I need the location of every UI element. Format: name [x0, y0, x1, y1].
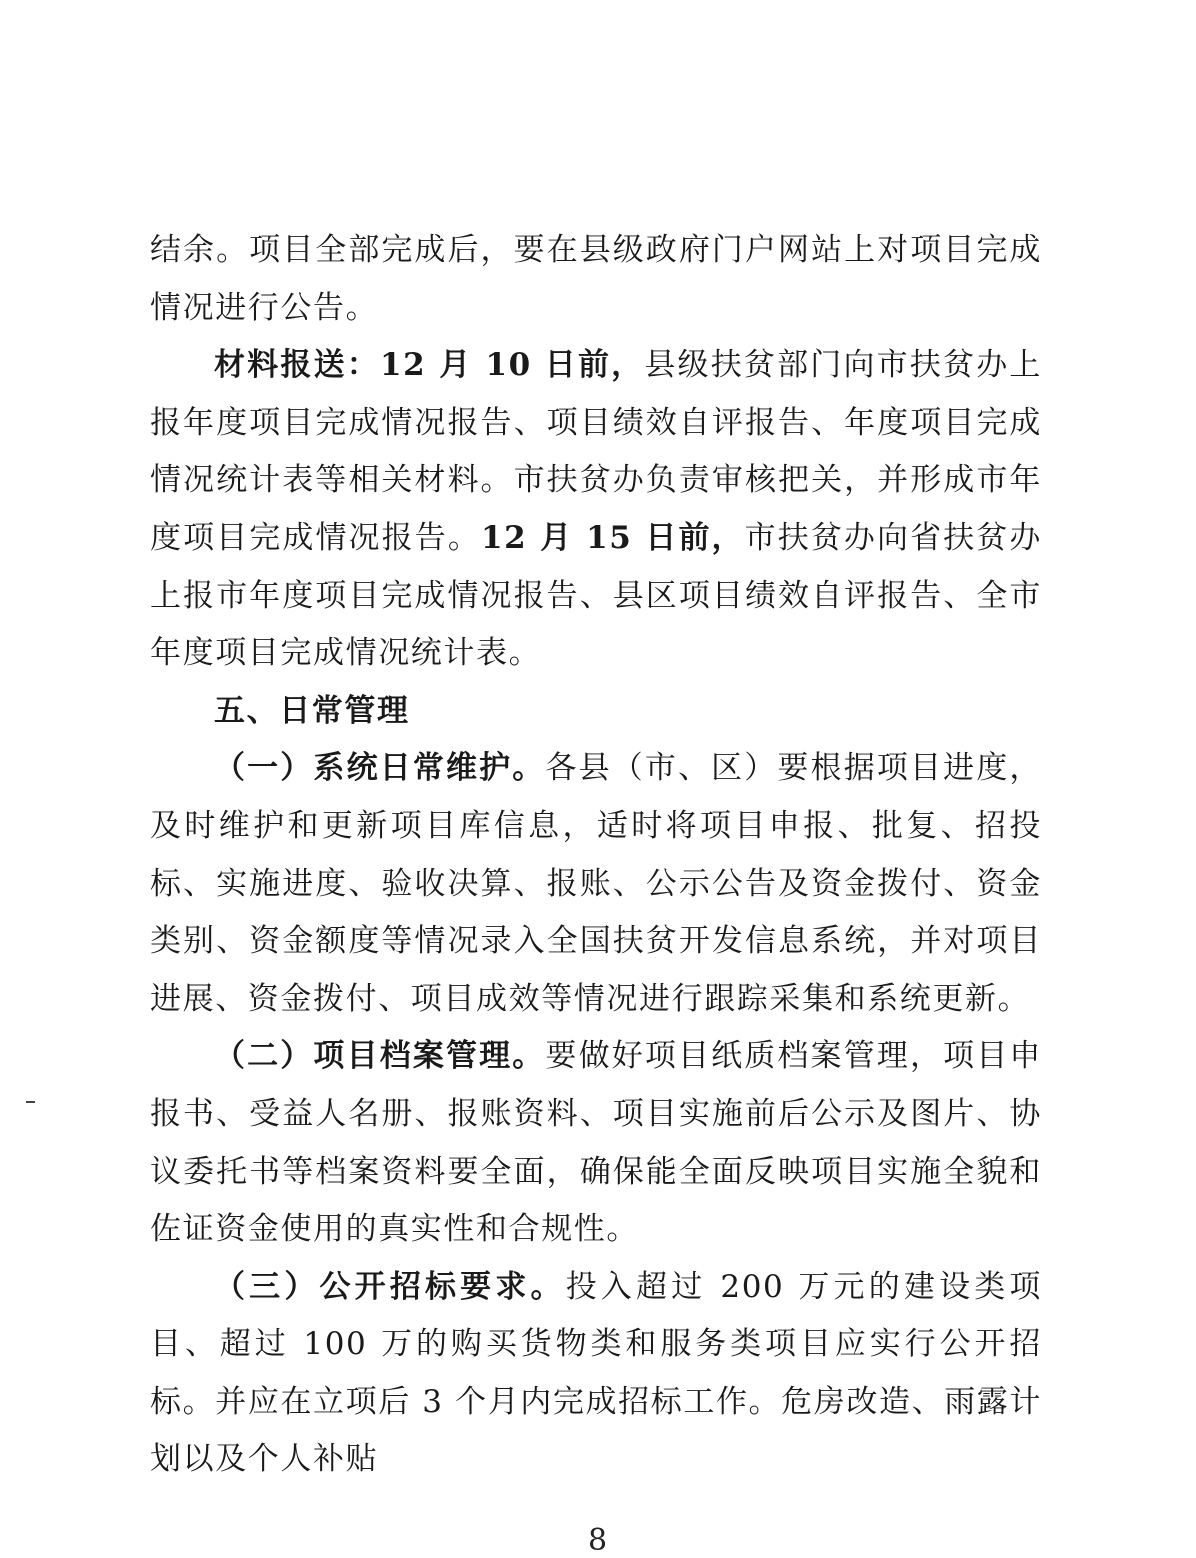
- item-text-3: 投入超过 200 万元的建设类项目、超过 100 万的购买货物类和服务类项目应实行公开招标。并应在立项后 3 个月内完成招标工作。危房改造、雨露计划以及个人补贴: [150, 1268, 1043, 1478]
- page-number: 8: [588, 1523, 608, 1558]
- materials-text-2: 市扶贫办向省扶贫办上报市年度项目完成情况报告、县区项目绩效自评报告、全市年度项目完成情况统计表。: [150, 519, 1043, 672]
- continuation-paragraph: 结余。项目全部完成后，要在县级政府门户网站上对项目完成情况进行公告。: [150, 232, 1042, 326]
- item-lead-3: （三）公开招标要求。: [214, 1268, 566, 1305]
- materials-lead: 材料报送：: [214, 347, 380, 384]
- materials-date-2: 12 月 15 日前，: [480, 519, 745, 556]
- item-paragraph-1: [150, 740, 1042, 1028]
- section-heading: 五、日常管理: [214, 692, 410, 729]
- materials-text-1: 县级扶贫部门向市扶贫办上报年度项目完成情况报告、项目绩效自评报告、年度项目完成情况统计表等相关材料。市扶贫办负责审核把关，并形成市年度项目完成情况报告。: [150, 347, 1042, 556]
- document-body: [150, 222, 1042, 1489]
- item-lead-1: （一）系统日常维护。: [214, 750, 546, 787]
- item-text-1: 各县（市、区）要根据项目进度，及时维护和更新项目库信息，适时将项目申报、批复、招投标、实施进度、验收决算、报账、公示公告及资金拨付、资金类别、资金额度等情况录入全国扶贫开发信息系统，并对项目进展、资金拨付、项目成效等情况进行跟踪采集和系统更新。: [150, 750, 1043, 1017]
- item-lead-2: （二）项目档案管理。: [214, 1038, 546, 1075]
- item-text-2: 要做好项目纸质档案管理，项目申报书、受益人名册、报账资料、项目实施前后公示及图片、协议委托书等档案资料要全面，确保能全面反映项目实施全貌和佐证资金使用的真实性和合规性。: [150, 1038, 1043, 1248]
- margin-mark: [26, 1101, 35, 1103]
- materials-date-1: 12 月 10 日前，: [379, 347, 645, 384]
- item-paragraph-3: [150, 1259, 1042, 1489]
- item-paragraph-2: [150, 1028, 1042, 1258]
- materials-paragraph: [150, 337, 1042, 683]
